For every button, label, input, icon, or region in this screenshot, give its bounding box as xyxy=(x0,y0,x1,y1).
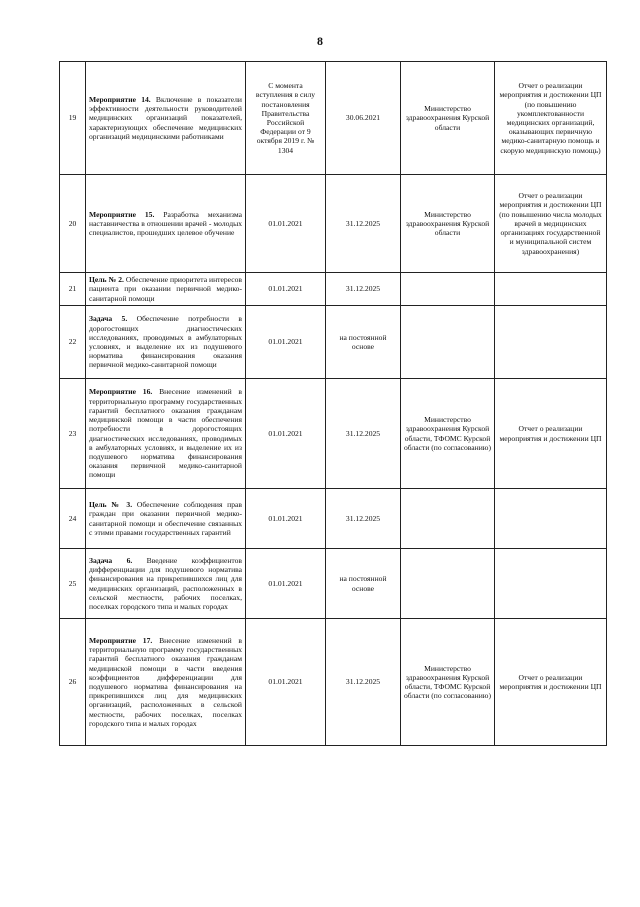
row-description xyxy=(86,273,246,306)
row-label: Мероприятие 17. xyxy=(89,635,153,645)
start-date: 01.01.2021 xyxy=(246,619,326,746)
end-date: 31.12.2025 xyxy=(326,175,401,273)
end-date: на постоянной основе xyxy=(326,306,401,379)
end-date: 31.12.2025 xyxy=(326,489,401,549)
row-label: Мероприятие 15. xyxy=(89,209,155,219)
responsible: Министерство здравоохранения Курской области, ТФОМС Курской области (по согласованию) xyxy=(401,379,495,489)
responsible xyxy=(401,489,495,549)
row-label: Задача 6. xyxy=(89,555,133,565)
end-date: на постоянной основе xyxy=(326,549,401,619)
table-row xyxy=(60,489,607,549)
responsible: Министерство здравоохранения Курской области xyxy=(401,62,495,175)
row-number: 26 xyxy=(60,619,86,746)
start-date: 01.01.2021 xyxy=(246,273,326,306)
responsible: Министерство здравоохранения Курской области, ТФОМС Курской области (по согласованию) xyxy=(401,619,495,746)
expected-result xyxy=(495,489,607,549)
responsible: Министерство здравоохранения Курской области xyxy=(401,175,495,273)
table-row xyxy=(60,175,607,273)
row-number: 24 xyxy=(60,489,86,549)
table-row xyxy=(60,379,607,489)
row-number: 25 xyxy=(60,549,86,619)
row-number: 22 xyxy=(60,306,86,379)
row-number: 19 xyxy=(60,62,86,175)
row-text: Внесение изменений в территориальную программу государственных гарантий бесплатного оказания гражданам медицинской помощи в части обеспечения потребности в дорогостоящих диагностических исследованиях, проводимых в амбулаторных условиях, и выделение их из подушевого норматива финансирования оказания первичной медико-санитарной помощи xyxy=(89,387,242,480)
expected-result: Отчет о реализации мероприятия и достижении ЦП (по повышению укомплектованности медицинских организаций, оказывающих первичную медико-санитарную помощь и скорую медицинскую помощь) xyxy=(495,62,607,175)
expected-result xyxy=(495,549,607,619)
row-description xyxy=(86,175,246,273)
row-number: 21 xyxy=(60,273,86,306)
end-date: 31.12.2025 xyxy=(326,379,401,489)
row-number: 23 xyxy=(60,379,86,489)
row-text: Обеспечение приоритета интересов пациента при оказании первичной медико-санитарной помощи xyxy=(89,275,242,303)
row-label: Цель № 3. xyxy=(89,500,133,510)
action-plan-table xyxy=(59,61,607,746)
row-description xyxy=(86,379,246,489)
row-text: Обеспечение соблюдения прав граждан при оказании первичной медико-санитарной помощи и обеспечение связанных с этими правами государственных гарантий xyxy=(89,500,242,537)
expected-result: Отчет о реализации мероприятия и достижении ЦП (по повышению числа молодых врачей в медицинских организациях государственной и муниципальной систем здравоохранения) xyxy=(495,175,607,273)
responsible xyxy=(401,273,495,306)
row-text: Включение в показатели эффективности деятельности руководителей медицинских организаций показателей, характеризующих обеспечение медицинских организаций медицинскими работниками xyxy=(89,94,242,141)
expected-result: Отчет о реализации мероприятия и достижении ЦП xyxy=(495,619,607,746)
row-text: Внесение изменений в территориальную программу государственных гарантий бесплатного оказания гражданам медицинской помощи в части введения коэффициентов дифференциации для подушевого норматива финансирования на прикрепившихся лиц для медицинских организаций, расположенных в сельской местности, рабочих поселках, поселках городского типа и малых городах xyxy=(89,635,242,728)
table-row xyxy=(60,273,607,306)
row-description xyxy=(86,619,246,746)
expected-result xyxy=(495,273,607,306)
responsible xyxy=(401,549,495,619)
row-text: Разработка механизма наставничества в отношении врачей - молодых специалистов, прошедших целевое обучение xyxy=(89,209,242,238)
start-date: 01.01.2021 xyxy=(246,489,326,549)
start-date: 01.01.2021 xyxy=(246,175,326,273)
expected-result: Отчет о реализации мероприятия и достижении ЦП xyxy=(495,379,607,489)
expected-result xyxy=(495,306,607,379)
row-text: Введение коэффициентов дифференциации для подушевого норматива финансирования на прикрепившихся лиц для медицинских организаций, расположенных в сельской местности, рабочих поселках, поселках городского типа и малых городах xyxy=(89,555,243,611)
start-date: С момента вступления в силу постановления Правительства Российской Федерации от 9 октября 2019 г. № 1304 xyxy=(246,62,326,175)
row-label: Задача 5. xyxy=(89,314,128,324)
page-number: 8 xyxy=(317,34,323,48)
table-row xyxy=(60,62,607,175)
start-date: 01.01.2021 xyxy=(246,379,326,489)
row-description xyxy=(86,62,246,175)
row-number: 20 xyxy=(60,175,86,273)
row-description xyxy=(86,306,246,379)
end-date: 31.12.2025 xyxy=(326,273,401,306)
row-label: Мероприятие 16. xyxy=(89,387,153,397)
row-label: Мероприятие 14. xyxy=(89,94,151,104)
row-description xyxy=(86,549,246,619)
table-row xyxy=(60,306,607,379)
end-date: 30.06.2021 xyxy=(326,62,401,175)
row-label: Цель № 2. xyxy=(89,275,124,285)
end-date: 31.12.2025 xyxy=(326,619,401,746)
row-text: Обеспечение потребности в дорогостоящих диагностических исследованиях, проводимых в амбулаторных условиях, и выделение их из подушевого норматива финансирования оказания первичной медико-санитарной помощи xyxy=(89,314,242,370)
table-row xyxy=(60,619,607,746)
start-date: 01.01.2021 xyxy=(246,306,326,379)
responsible xyxy=(401,306,495,379)
row-description xyxy=(86,489,246,549)
table-row xyxy=(60,549,607,619)
start-date: 01.01.2021 xyxy=(246,549,326,619)
